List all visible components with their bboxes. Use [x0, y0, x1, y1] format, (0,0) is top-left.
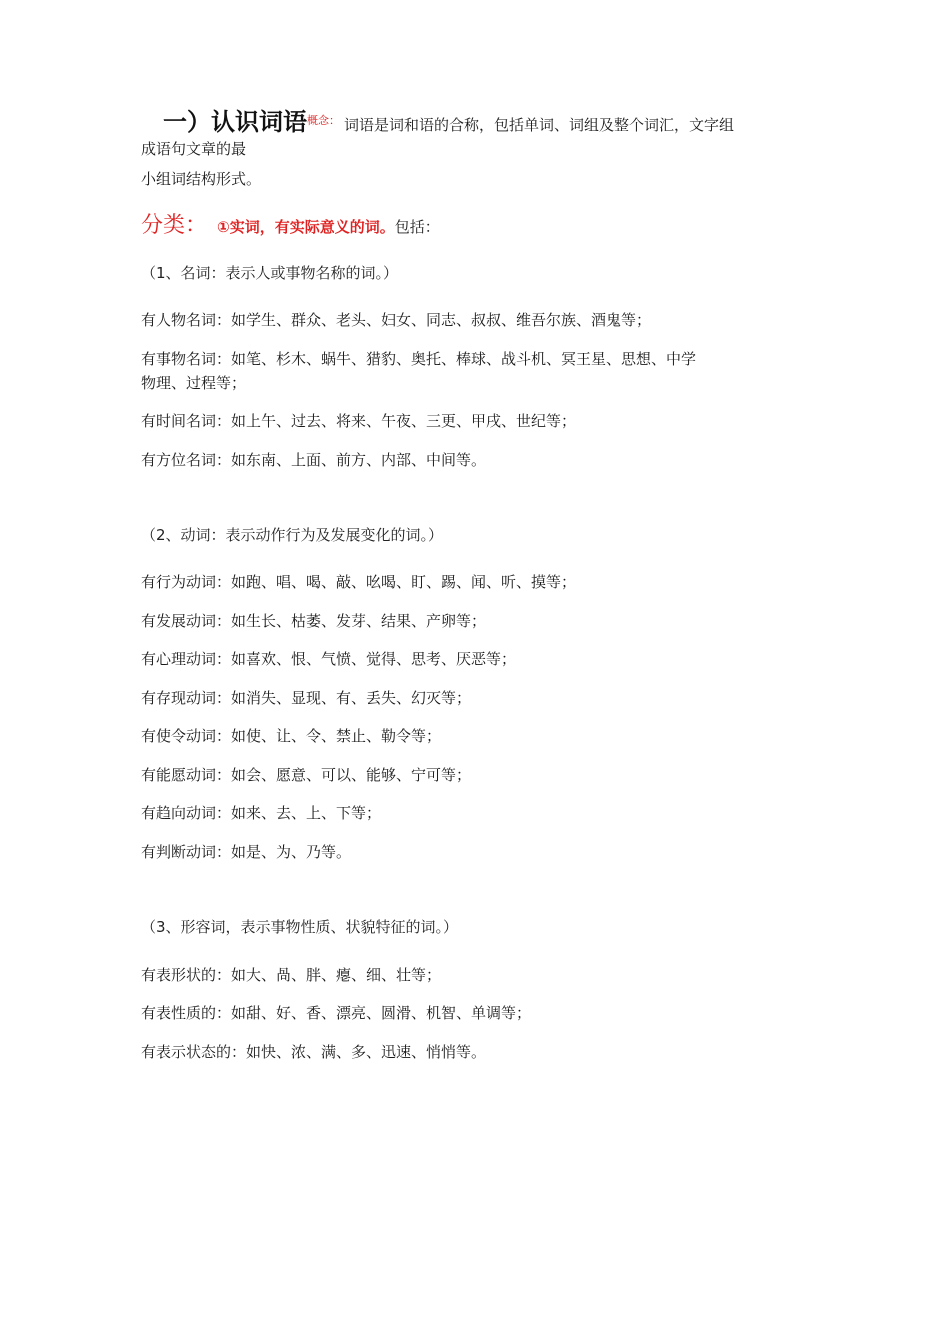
- section-heading-adjectives: （3、形容词，表示事物性质、状貌特征的词。）: [141, 918, 459, 936]
- list-item: 有判断动词：如是、为、乃等。: [141, 843, 352, 861]
- list-item: 有表示状态的：如快、浓、满、多、迅速、悄悄等。: [141, 1043, 487, 1061]
- list-item: 有存现动词：如消失、显现、有、丢失、幻灭等；: [141, 689, 472, 707]
- classification-sub: ①实词，有实际意义的词。: [217, 218, 395, 236]
- section-heading-verbs: （2、动词：表示动作行为及发展变化的词。）: [141, 526, 444, 544]
- list-item: 有人物名词：如学生、群众、老头、妇女、同志、叔叔、维吾尔族、酒鬼等；: [141, 311, 652, 329]
- classification-line: [141, 208, 801, 239]
- classification-tail: 包括：: [394, 218, 440, 236]
- title-line: [141, 108, 811, 138]
- concept-text-line-3: 小组词结构形式。: [141, 170, 262, 188]
- concept-label: 概念：: [307, 114, 340, 127]
- list-item: 有发展动词：如生长、枯萎、发芽、结果、产卵等；: [141, 612, 487, 630]
- concept-text-line-2: 成语句文章的最: [141, 140, 247, 158]
- section-title: 一）认识词语: [163, 108, 307, 136]
- list-item: 有能愿动词：如会、愿意、可以、能够、宁可等；: [141, 766, 472, 784]
- concept-text-line-1: 词语是词和语的合称，包括单词、词组及整个词汇，文字组: [344, 116, 735, 134]
- list-item: 有事物名词：如笔、杉木、蜗牛、猎豹、奥托、棒球、战斗机、冥王星、思想、中学: [141, 350, 697, 368]
- list-item: 有方位名词：如东南、上面、前方、内部、中间等。: [141, 451, 487, 469]
- list-item: 有时间名词：如上午、过去、将来、午夜、三更、甲戌、世纪等；: [141, 412, 577, 430]
- classification-label: 分类：: [141, 213, 208, 238]
- list-item: 有心理动词：如喜欢、恨、气愤、觉得、思考、厌恶等；: [141, 650, 517, 668]
- section-heading-nouns: （1、名词：表示人或事物名称的词。）: [141, 264, 399, 282]
- list-item: 有使令动词：如使、让、令、禁止、勒令等；: [141, 727, 442, 745]
- list-item: 有趋向动词：如来、去、上、下等；: [141, 804, 382, 822]
- list-item: 有行为动词：如跑、唱、喝、敲、吆喝、盯、踢、闻、听、摸等；: [141, 573, 577, 591]
- list-item: 物理、过程等；: [141, 374, 247, 392]
- list-item: 有表性质的：如甜、好、香、漂亮、圆滑、机智、单调等；: [141, 1004, 532, 1022]
- list-item: 有表形状的：如大、咼、胖、瘪、细、壮等；: [141, 966, 442, 984]
